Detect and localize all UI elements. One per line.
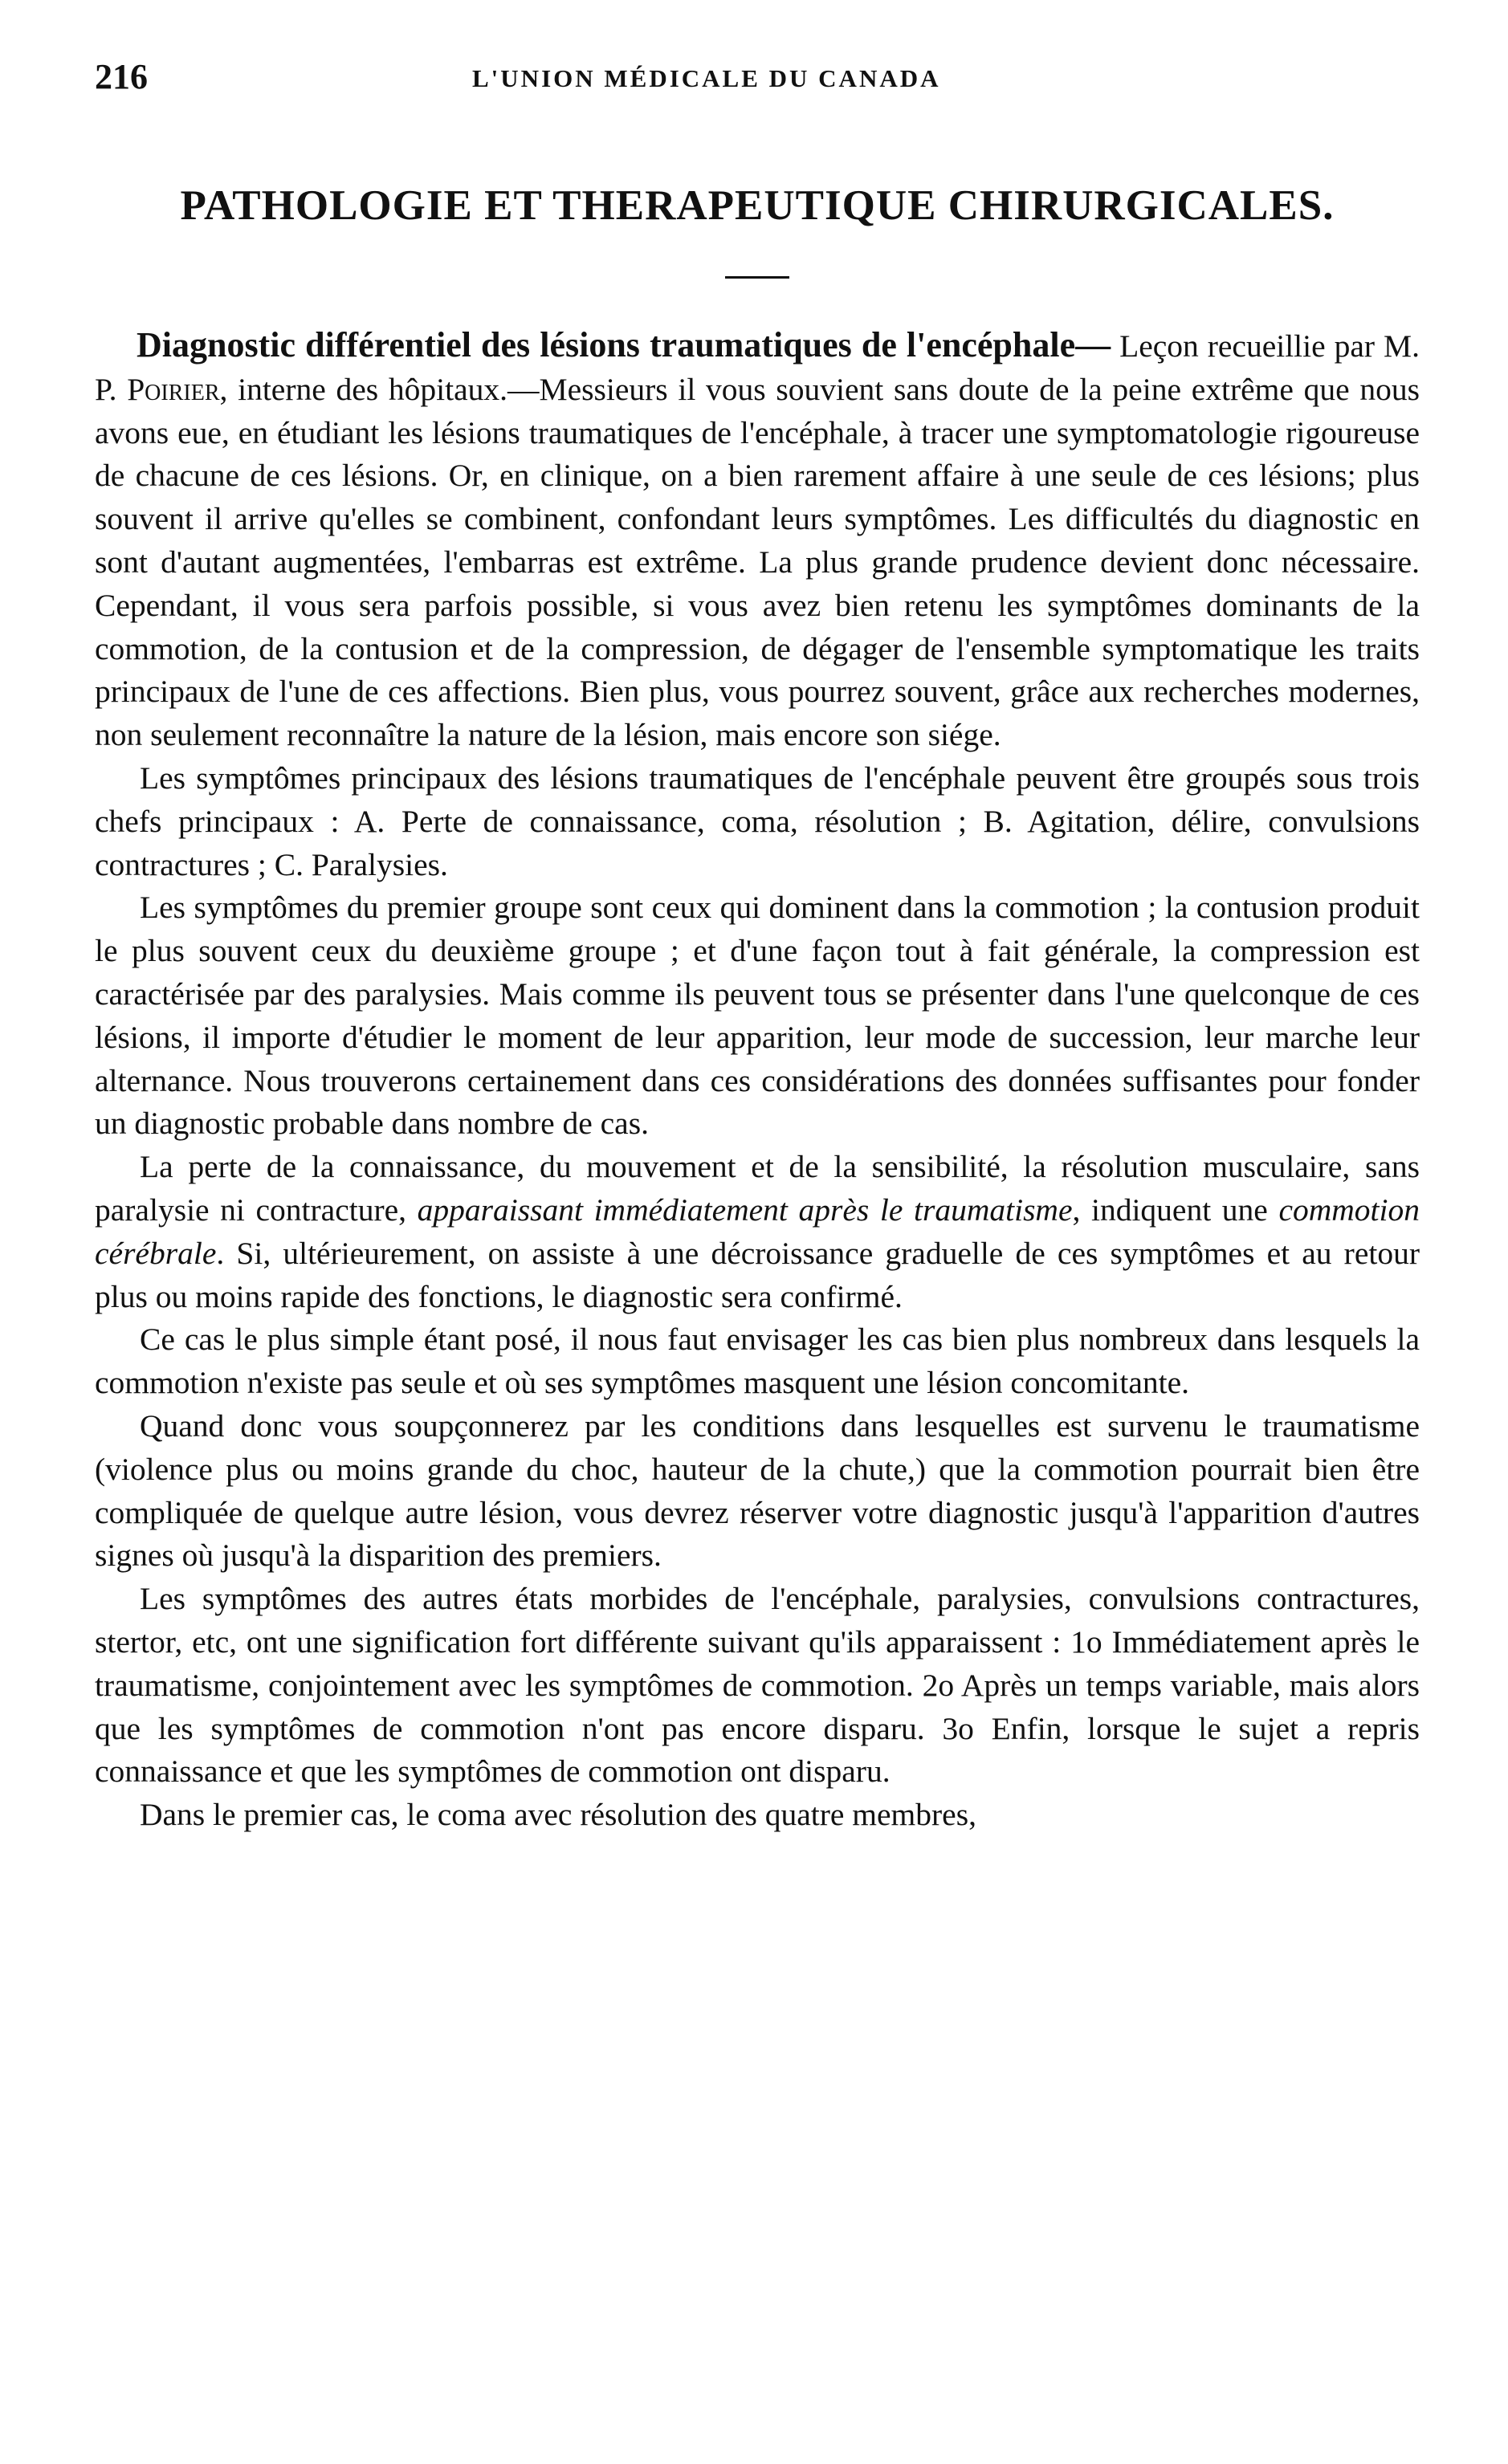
paragraph-3: Les symptômes du premier groupe sont ceux qui dominent dans la commotion ; la contusion produit le plus souvent ceux du deuxième groupe ; et d'une façon tout à fait générale, la compression est caractérisée par des paralysies. Mais comme ils peuvent tous se présenter dans l'une quelconque de ces lésions, il importe d'étudier le moment de leur apparition, leur mode de succession, leur marche leur alternance. Nous trouverons certainement dans ces considérations des données suffisantes pour fonder un diagnostic probable dans nombre de cas. xyxy=(95,890,1420,1142)
section-divider xyxy=(725,276,789,279)
article-body xyxy=(95,324,1420,1837)
journal-title: L'UNION MÉDICALE DU CANADA xyxy=(472,64,941,92)
paragraph-6: Quand donc vous soupçonnerez par les conditions dans lesquelles est survenu le traumatisme (violence plus ou moins grande du choc, hauteur de la chute,) que la commotion pourrait bien être compliquée de quelque autre lésion, vous devrez réserver votre diagnostic jusqu'à l'apparition d'autres signes où jusqu'à la disparition des premiers. xyxy=(95,1407,1420,1574)
article-intro-a: Leçon recueillie par M. P. xyxy=(95,328,1420,407)
paragraph-4-italic-1: apparaissant immédiatement après le traumatisme xyxy=(417,1191,1073,1228)
article-intro-b: , interne des hôpitaux.—Messieurs il vous souvient sans doute de la peine extrême que nous avons eue, en étudiant les lésions traumatiques de l'encéphale, à tracer une symptomatologie rigoureuse de chacune de ces lésions. Or, en clinique, on a bien rarement affaire à une seule de ces lésions; plus souvent il arrive qu'elles se combinent, confondant leurs symptômes. Les difficultés du diagnostic en sont d'autant augmentées, l'embarras est extrême. La plus grande prudence devient donc nécessaire. Cependant, il vous sera parfois possible, si vous avez bien retenu les symptômes dominants de la commotion, de la contusion et de la compression, de dégager de l'ensemble symptomatique les traits principaux de l'une de ces affections. Bien plus, vous pourrez souvent, grâce aux recherches modernes, non seulement reconnaître la nature de la lésion, mais encore son siége. xyxy=(95,371,1420,753)
paragraph-4-text-a: La perte de la connaissance, du mouvement et de la sensibilité, la résolution musculaire, sans paralysie ni contracture, xyxy=(95,1149,1420,1228)
paragraph-4 xyxy=(95,1146,1420,1318)
paragraph-4-text-b: , indiquent une xyxy=(1072,1191,1279,1228)
paragraph-4-italic-2: commotion cérébrale xyxy=(95,1191,1420,1271)
running-head xyxy=(95,56,1420,112)
article-title: Diagnostic différentiel des lésions traumatiques de l'encéphale— xyxy=(137,325,1111,365)
page-number: 216 xyxy=(95,57,148,96)
section-title: PATHOLOGIE ET THERAPEUTIQUE CHIRURGICALES. xyxy=(180,182,1335,229)
paragraph-7: Les symptômes des autres états morbides de l'encéphale, paralysies, convulsions contractures, stertor, etc, ont une signification fort différente suivant qu'ils apparaissent : 1o Immédiatement après le traumatisme, conjointement avec les symptômes de commotion. 2o Après un temps variable, mais alors que les symptômes de commotion n'ont pas encore disparu. 3o Enfin, lorsque le sujet a repris connaissance et que les symptômes de commotion ont disparu. xyxy=(95,1581,1420,1790)
paragraph-8: Dans le premier cas, le coma avec résolution des quatre membres, xyxy=(140,1797,976,1833)
paragraph-4-text-c: . Si, ultérieurement, on assiste à une décroissance graduelle de ces symptômes et au retour plus ou moins rapide des fonctions, le diagnostic sera confirmé. xyxy=(95,1235,1420,1314)
document-page xyxy=(95,56,1420,1837)
author-surname: Poirier xyxy=(127,371,220,407)
paragraph-5: Ce cas le plus simple étant posé, il nous faut envisager les cas bien plus nombreux dans lesquels la commotion n'existe pas seule et où ses symptômes masquent une lésion concomitante. xyxy=(95,1322,1420,1401)
paragraph-2: Les symptômes principaux des lésions traumatiques de l'encéphale peuvent être groupés sous trois chefs principaux : A. Perte de connaissance, coma, résolution ; B. Agitation, délire, convulsions contractures ; C. Paralysies. xyxy=(95,760,1420,882)
paragraph-1 xyxy=(95,324,1420,757)
